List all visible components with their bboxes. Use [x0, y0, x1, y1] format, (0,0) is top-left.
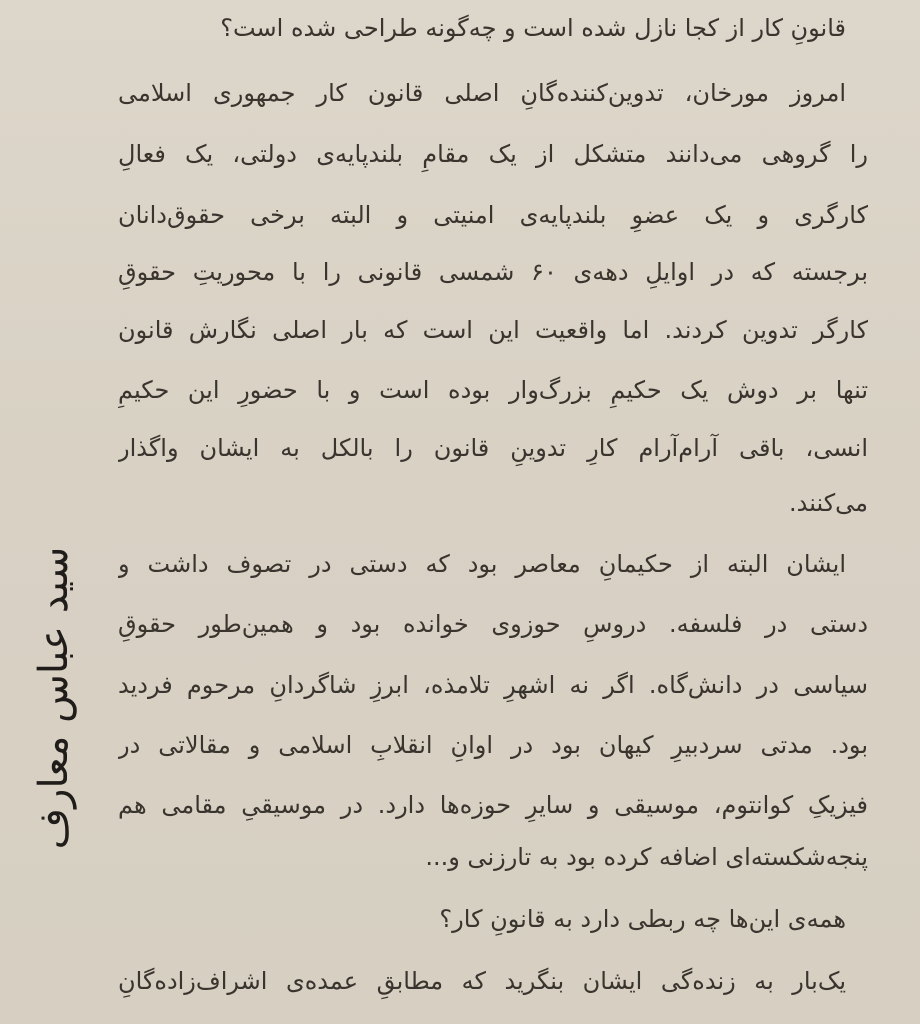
text-line: ایشان البته از حکیمانِ معاصر بود که دستی در تصوف داشت و [118, 550, 846, 578]
text-line: دستی در فلسفه. دروسِ حوزوی خوانده بود و همین‌طور حقوقِ [118, 610, 868, 638]
handwritten-signature [6, 548, 102, 848]
signature-text: سید عباس معارف [31, 546, 77, 850]
text-line: کارگری و یک عضوِ بلندپایه‌ی امنیتی و البته برخی حقوق‌دانان [118, 201, 868, 229]
text-line: فیزیکِ کوانتوم، موسیقی و سایرِ حوزه‌ها دارد. در موسیقیِ مقامی هم [118, 791, 868, 819]
text-line: می‌کنند. [789, 489, 868, 517]
text-line: یک‌بار به زنده‌گی ایشان بنگرید که مطابقِ عمده‌ی اشراف‌زاده‌گانِ [118, 967, 846, 995]
text-line: انسی، باقی آرام‌آرام کارِ تدوینِ قانون را بالکل به ایشان واگذار [118, 434, 868, 462]
text-line: تنها بر دوش یک حکیمِ بزرگ‌وار بوده است و با حضورِ این حکیمِ [118, 376, 868, 404]
text-line: برجسته که در اوایلِ دهه‌ی ۶۰ شمسی قانونی را با محوریتِ حقوقِ [118, 258, 868, 286]
text-line: کارگر تدوین کردند. اما واقعیت این است که بار اصلی نگارش قانون [118, 316, 868, 344]
text-line: سیاسی در دانش‌گاه. اگر نه اشهرِ تلامذه، ابرزِ شاگردانِ مرحوم فردید [118, 671, 868, 699]
text-line: را گروهی می‌دانند متشکل از یک مقامِ بلندپایه‌ی دولتی، یک فعالِ [118, 140, 868, 168]
text-line: همه‌ی این‌ها چه ربطی دارد به قانونِ کار؟ [439, 905, 846, 933]
text-line: بود. مدتی سردبیرِ کیهان بود در اوانِ انقلابِ اسلامی و مقالاتی در [118, 731, 868, 759]
text-line: امروز مورخان، تدوین‌کننده‌گانِ اصلی قانون کار جمهوری اسلامی [118, 79, 846, 107]
text-line: قانونِ کار از کجا نازل شده است و چه‌گونه طراحی شده است؟ [220, 14, 846, 42]
text-line: پنجه‌شکسته‌ای اضافه کرده بود به تارزنی و... [425, 843, 868, 871]
